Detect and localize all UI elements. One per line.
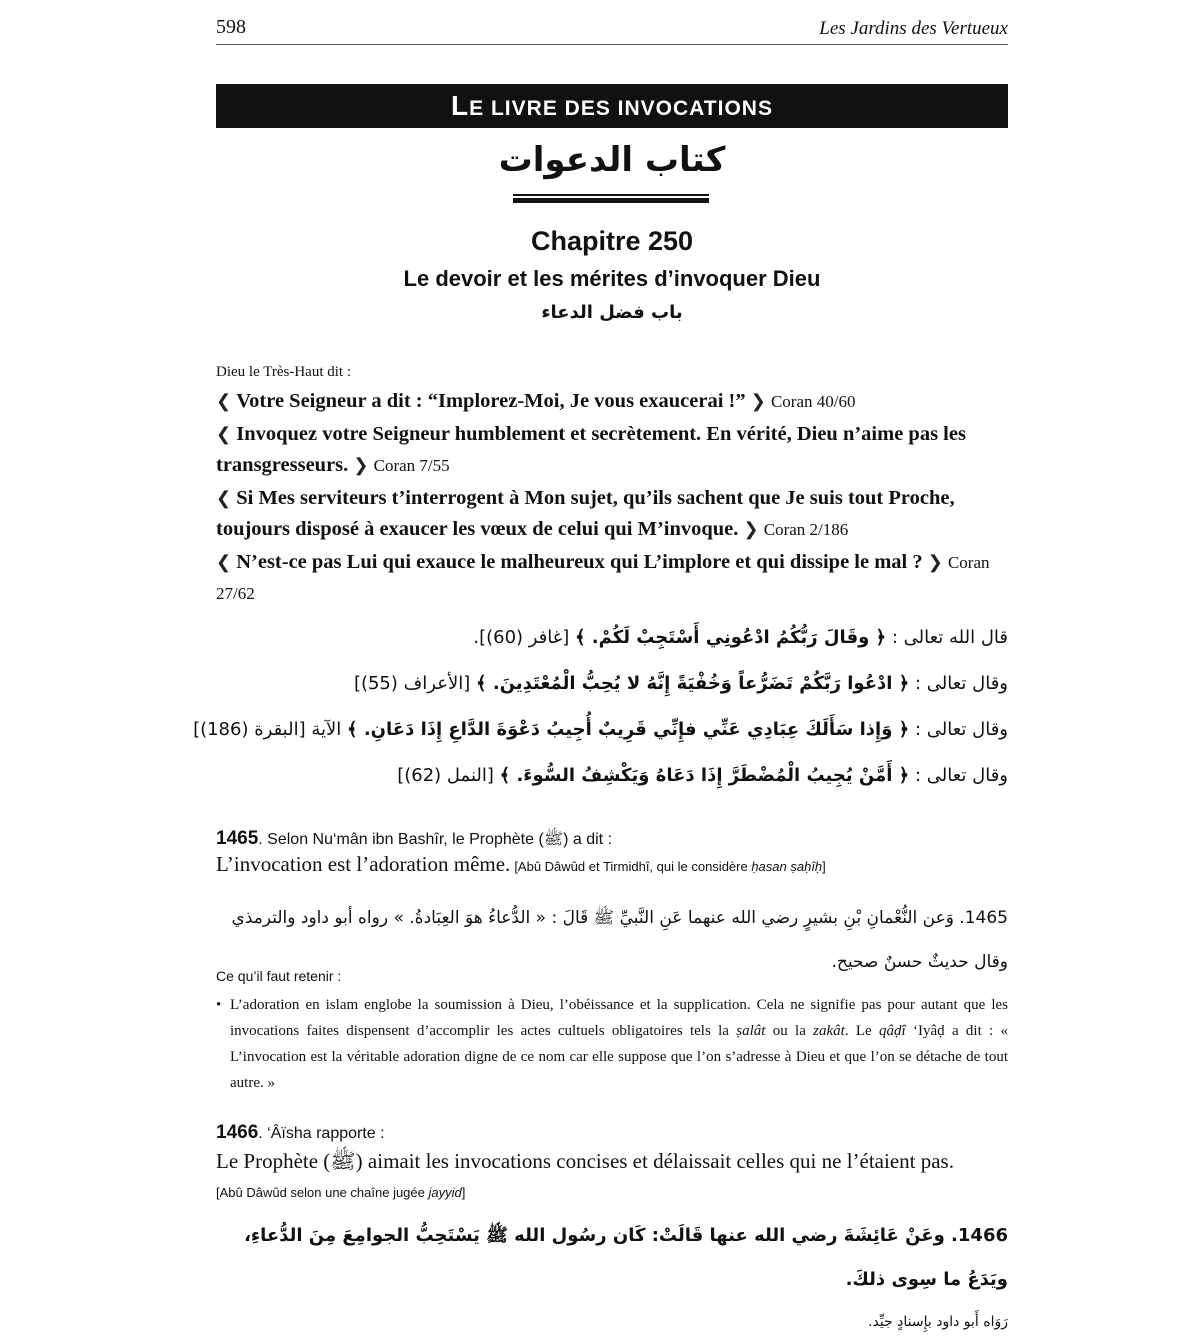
ornament-close-icon: ❯ [750,391,766,411]
ornament-open-icon: ❮ [216,488,232,508]
book-banner [216,84,1008,128]
ornament-open-icon: ❮ [216,552,232,572]
retain-text: ‘Iyâḍ a dit : « L’invocation est la véritable adoration digne de ce nom car elle suppose que l’on s’adresse à Dieu et que l’on se détache de tout autre. » [230,1023,1009,1091]
arabic-verse [193,710,1008,756]
arabic-verse-ref: [الأعراف (55)] [353,673,471,694]
arabic-verse-ref: [النمل (62)] [397,765,494,786]
arabic-verse-text: ﴿ ادْعُوا رَبَّكُمْ تَضَرُّعاً وَخُفْيَةً إِنَّهُ لا يُحِبُّ الْمُعْتَدِينَ. ﴾ [476,673,910,694]
chapter-number: Chapitre 250 [530,226,694,256]
source-grade: ḥasan ṣaḥîḥ [751,859,823,874]
hadith-1466-arabic [216,1214,1008,1342]
ornament-close-icon: ❯ [353,455,369,475]
arabic-verse [216,664,1008,710]
arabic-verse [216,618,1008,664]
verse [216,547,1008,609]
hadith-body [216,852,1008,877]
retain-text: L’adoration en islam englobe la soumission à Dieu, l’obéissance et la supplication. Cela ne signifie pas pour autant que les invocations faites dispensent d’accomplir les actes cultuels obligatoires tels la [230,997,1008,1039]
hadith-1465 [216,828,1008,877]
ornament-open-icon: ❮ [216,391,232,411]
retain-label: Ce qu’il faut retenir : [216,968,342,984]
verse-text: Invoquez votre Seigneur humblement et secrètement. En vérité, Dieu n’aime pas les transgresseurs. [216,423,966,476]
hadith-source [216,1185,1008,1200]
hadith-narrator: . ‘Âïsha rapporte : [258,1125,385,1142]
hadith-text: Le Prophète (ﷺ) aimait les invocations concises et délaissait celles qui ne l’étaient pas. [216,1149,954,1173]
running-head [216,14,1008,45]
arabic-verse-intro: وقال تعالى : [914,673,1008,694]
arabic-verse-text: ﴿ أَمَّنْ يُجِيبُ الْمُضْطَرَّ إِذَا دَعَاهُ وَيَكْشِفُ السُّوءَ. ﴾ [499,765,910,786]
arabic-verse-text: ﴿ وَإِذا سَأَلَكَ عِبَادِي عَنِّي فإِنِّي قَرِيبٌ أُجِيبُ دَعْوَةَ الدَّاعِ إِذَا دَعَانِ. ﴾ [347,719,910,740]
source-text: [Abû Dâwûd selon une chaîne jugée [216,1185,429,1200]
hadith-1465-arabic: 1465. وَعن النُّعْمانِ بْنِ بشيرٍ رضي الله عنهما عَنِ النَّبيِّ ﷺ قَالَ : « الدُّعاءُ هوَ العِبَادةُ. » رواه أبو داود والترمذي وقال حديثٌ حسنٌ صحيح. [231,908,1008,972]
hadith-arabic-narration: رَوَاه أَبو داود بإِسنادٍ جيِّد. [868,1314,1008,1330]
source-end: ] [461,1185,466,1200]
running-book-title: Les Jardins des Vertueux [819,18,1008,39]
verse [216,386,1008,417]
banner-text: E LIVRE DES INVOCATIONS [469,97,773,120]
verse-reference: Coran 2/186 [763,520,849,539]
arabic-verse-intro: وقال تعالى : [914,719,1008,740]
retain-term: ṣalât [736,1023,766,1039]
chapter-title: Le devoir et les mérites d’invoquer Dieu [403,266,821,291]
source-text: [Abû Dâwûd et Tirmidhî, qui le considère [514,859,752,874]
verse-text: N’est-ce pas Lui qui exauce le malheureux qui L’implore et qui dissipe le mal ? [236,551,923,573]
title-double-rule [513,194,709,203]
verse-reference: Coran 40/60 [770,392,856,411]
ornament-open-icon: ❮ [216,424,232,444]
verse-reference: Coran 7/55 [373,456,450,475]
ornament-close-icon: ❯ [743,519,759,539]
rule-thin [513,194,709,196]
verse [216,419,1008,481]
retain-term: zakât [813,1023,845,1039]
verse-text: Si Mes serviteurs t’interrogent à Mon sujet, qu’ils sachent que Je suis tout Proche, toujours disposé à exaucer les vœux de celui qui M’invoque. [216,487,955,540]
rule-thick [513,198,709,203]
chapter-title-arabic: باب فضل الدعاء [541,302,683,323]
hadith-text: L’invocation est l’adoration même. [216,852,511,876]
verse-text: Votre Seigneur a dit : “Implorez-Moi, Je vous exaucerai !” [236,390,746,412]
retain-term: qâḍî [879,1023,906,1039]
retain-point [216,992,1008,1096]
source-grade: jayyid [428,1185,462,1200]
banner-initial: L [451,90,470,121]
source-end: ] [822,859,826,874]
arabic-verse [216,756,1008,802]
hadith-1466 [216,1122,1008,1200]
ornament-close-icon: ❯ [927,552,943,572]
retain-text: ou la [765,1023,814,1039]
retain-text: . Le [844,1023,880,1039]
bullet-icon: • [216,997,222,1013]
arabic-verse-ref: الآية [البقرة (186)] [193,719,342,740]
quran-verses-fr [216,386,1008,611]
arabic-verse-intro: قال الله تعالى : [891,627,1008,648]
hadith-narrator: . Selon Nu‘mân ibn Bashîr, le Prophète (ﷺ) a dit : [258,831,613,848]
verse-reference: Coran 27/62 [216,553,990,603]
hadith-number: 1466 [216,1122,259,1143]
retain-section [216,968,1008,1096]
hadith-number: 1465 [216,828,259,849]
arabic-verse-text: ﴿ وقَالَ رَبُّكُمُ ادْعُونِي أَسْتَجِبْ لَكُمْ. ﴾ [574,627,887,648]
hadith-header [216,828,1008,852]
arabic-verse-ref: [غافر (60)]. [473,627,570,648]
quran-verses-ar [193,618,1008,802]
page-number: 598 [216,16,246,38]
hadith-arabic-text: 1466. وعَنْ عَائِشَةَ رضي الله عنها قَالَتْ: كَان رسُول الله ﷺ يَسْتَحِبُّ الجوامِعَ مِنَ الدُّعاءِ، ويَدَعُ ما سِوى ذلكَ. [244,1225,1008,1290]
verse [216,483,1008,545]
intro-text: Dieu le Très-Haut dit : [216,364,351,380]
hadith-source [514,859,825,874]
hadith-header [216,1122,1008,1144]
arabic-book-title: كتاب الدعوات [498,140,726,180]
arabic-verse-intro: وقال تعالى : [914,765,1008,786]
